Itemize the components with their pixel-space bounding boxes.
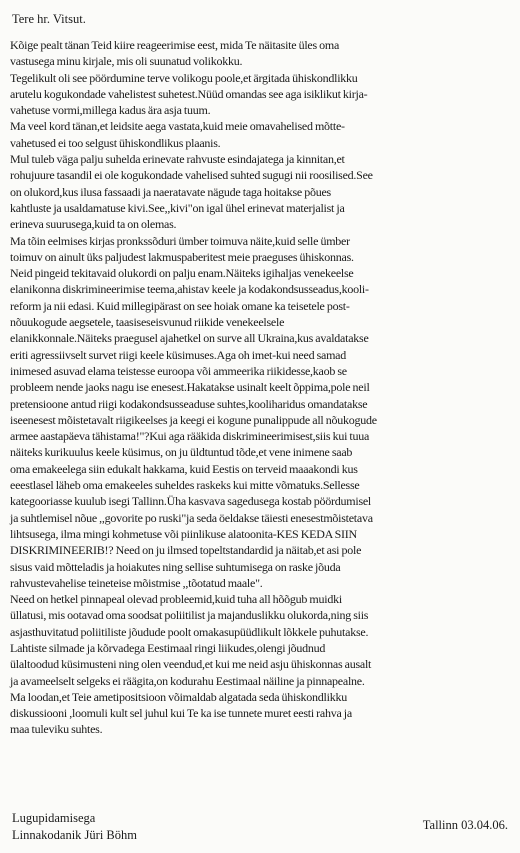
letter-line: rahvustevahelise teineteise mõistmise ,,tõotatud maale". (10, 575, 263, 590)
closing: Lugupidamisega (12, 811, 96, 825)
place-date: Tallinn 03.04.06. (422, 818, 508, 832)
letter-line: elanikonna diskrimineerimise teema,ahistav keele ja kodakondsusseadus,kooli- (10, 282, 369, 297)
letter-line: armee aastapäeva tähistama!"?Kui aga rääkida diskrimineerimisest,siis kui tuua (10, 429, 370, 444)
letter-line: Mul tuleb väga palju suhelda erinevate rahvuste esindajatega ja kinnitan,et (10, 152, 345, 167)
letter-line: diskussiooni ,loomuli kult sel juhul kui Te ka ise tunnete muret eesti rahva ja (10, 706, 352, 721)
letter-line: ja suhtlemisel nõue ,,govorite po ruski"ja seda öeldakse täiesti enesestmõistetava (10, 510, 373, 525)
letter-line: Ma loodan,et Teie ametipositsioon võimaldab algatada seda ühiskondlikku (10, 689, 347, 704)
letter-line: pretensioone antud riigi kodakondsusseaduse suhtes,kooliharidus omandatakse (10, 396, 368, 411)
letter-line: Tegelikult oli see pöördumine terve volikogu poole,et ärgitada ühiskondlikku (10, 70, 358, 85)
letter-line: üllatusi, mis ootavad oma soodsat poliitilist ja majanduslikku olukorda,ning siis (10, 608, 369, 623)
letter-line: lihtsusega, ilma mingi kohmetuse või piinlikuse alatoonita-KES KEDA SIIN (10, 526, 357, 541)
letter-line: arutelu kogukondade vahelistest suhetest.Nüüd omandas see aga isiklikut kirja- (10, 86, 368, 101)
letter-line: inimesed asuvad elama teistesse euroopa või ammeerika riikidesse,kaob se (10, 363, 347, 378)
letter-line: eeestlasel läheb oma emakeeles suheldes raskeks kui mitte võmatuks.Sellesse (10, 478, 360, 493)
letter-line: näiteks kurikuulus keele küsimus, on ju üldtuntud tõde,et vene inimene saab (10, 445, 353, 460)
letter-line: eriti agressiivselt survet riigi keele küsimuses.Aga oh imet-kui need samad (10, 347, 346, 362)
letter-line: Kõige pealt tänan Teid kiire reageerimise eest, mida Te näitasite üles oma (10, 38, 340, 52)
letter-line: nõuukogude aegsetele, taasiseseisvunud riikide venekeelsele (10, 315, 285, 330)
letter-line: elanikkonnale.Näiteks praegusel ajahetkel on surve all Ukraina,kus avaldatakse (10, 331, 369, 346)
letter-line: on olukord,kus ilusa fassaadi ja naeratavate nägude taga hoitakse põues (10, 184, 331, 199)
letter-line: ja avameelselt selgeks ei räägita,on kodurahu Eestimaal näiline ja pinnapealne. (10, 673, 365, 688)
letter-line: asjasthuvitatud poliitiliste jõudude poolt omakasupüüdlikult lõkkele puhutakse. (10, 624, 369, 639)
letter-line: Ma veel kord tänan,et leidsite aega vastata,kuid meie omavahelised mõtte- (10, 119, 345, 134)
letter-line: sisus vaid mõtteladis ja hoiakutes ning sellise suhtumisega on raske jõuda (10, 559, 341, 574)
letter-line: ülaltoodud küsimusteni ning olen veendud,et kui me neid asju ühiskonnas ausalt (10, 657, 372, 672)
letter-line: iseenesest mõistetavalt riigikeelses ja keegi ei kogune punalippude all nõukogude (10, 412, 377, 427)
letter-body (10, 37, 510, 738)
letter-line: erineva suurusega,kuid ta on olemas. (10, 217, 177, 232)
letter-line: Lahtiste silmade ja kõrvadega Eestimaal ringi liikudes,olengi jõudnud (10, 640, 326, 655)
letter-line: rohujuure tasandil ei ole kogukondade vahelised suhted sugugi nii roosilised.See (10, 168, 373, 183)
letter-line: Need on hetkel pinnapeal olevad probleemid,kuid tuha all hõõgub muidki (10, 592, 342, 607)
letter-line: reform ja nii edasi. Kuid millegipärast on see hoiak omane ka teisetele post- (10, 298, 350, 313)
letter-line: toimuv on ainult üks paljudest lakmuspaberitest meie praeguses ühiskonnas. (10, 249, 354, 264)
greeting: Tere hr. Vitsut. (12, 12, 86, 26)
letter-line: maa tuleviku suhtes. (10, 722, 103, 737)
letter-line: vahetused ei too selgust ühiskondlikus plaanis. (10, 135, 221, 150)
letter-line: vastusega minu kirjale, mis oli suunatud volikokku. (10, 54, 243, 69)
letter-line: oma emakeelega siin edukalt hakkama, kuid Eestis on terveid maaakondi kus (10, 461, 358, 476)
letter-line: kategooriasse kuulub isegi Tallinn.Üha kasvava sagedusega kostab pöördumisel (10, 494, 372, 509)
letter-line: vahetuse vormi,millega kadus ära asja tuum. (10, 103, 211, 118)
letter-line: Ma tõin eelmises kirjas pronkssõduri ümber toimuva näite,kuid selle ümber (10, 233, 350, 248)
signature: Linnakodanik Jüri Böhm (12, 828, 137, 842)
letter-line: kahtluste ja usaldamatuse kivi.See,,kivi"on igal ühel erinevat materjalist ja (10, 200, 345, 215)
letter-line: probleem nende jaoks nagu ise enesest.Hakatakse usinalt keelt õppima,pole neil (10, 380, 370, 395)
letter-line: DISKRIMINEERIB!? Need on ju ilmsed topeltstandardid ja näitab,et asi pole (10, 543, 362, 558)
letter-line: Neid pingeid tekitavaid olukordi on palju enam.Näiteks igihaljas venekeelse (10, 266, 354, 281)
